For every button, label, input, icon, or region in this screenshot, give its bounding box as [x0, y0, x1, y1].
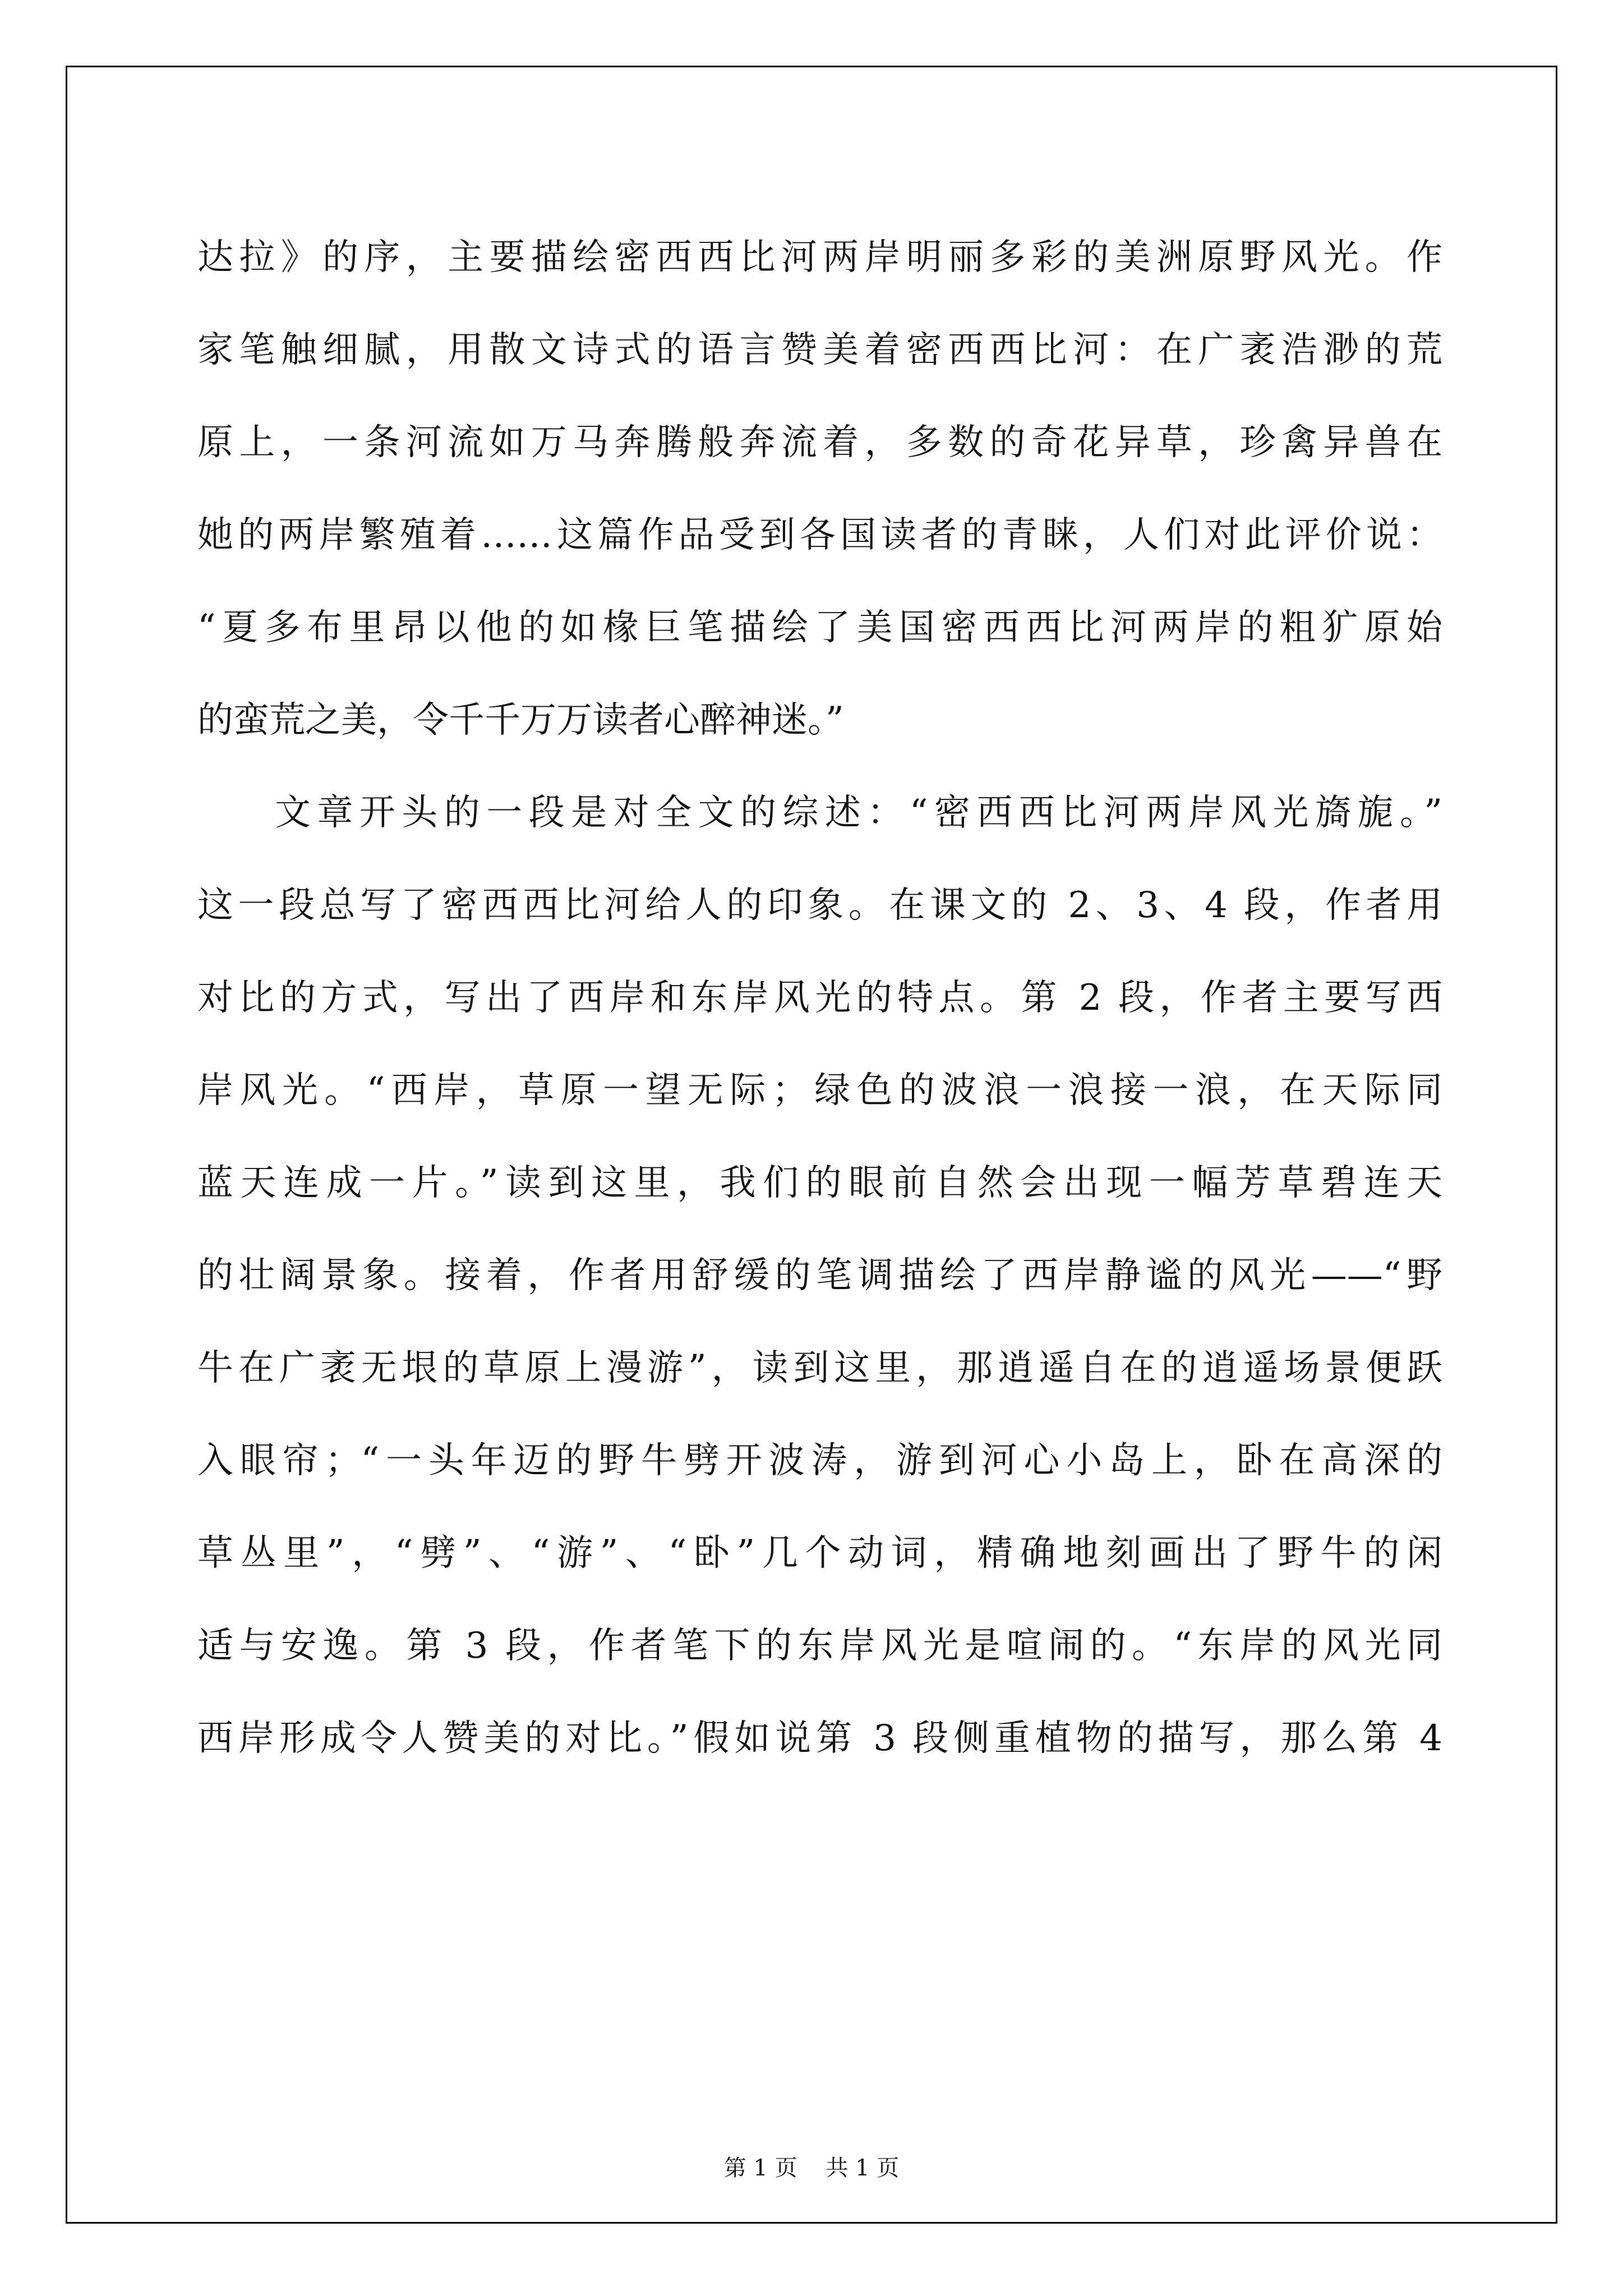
text-line: 家笔触细腻，用散文诗式的语言赞美着密西西比河：在广袤浩渺的荒: [197, 329, 1442, 371]
text-line: 适与安逸。第 3 段，作者笔下的东岸风光是喧闹的。“东岸的风光同: [197, 1625, 1442, 1667]
text-line: 西岸形成令人赞美的对比。”假如说第 3 段侧重植物的描写，那么第 4: [197, 1718, 1442, 1759]
page-footer: 第 1 页 共 1 页: [723, 2155, 900, 2181]
text-line: 这一段总写了密西西比河给人的印象。在课文的 2、3、4 段，作者用: [197, 885, 1442, 926]
document-body: [197, 211, 1442, 1785]
text-line: 文章开头的一段是对全文的综述：“密西西比河两岸风光旖旎。”: [275, 792, 1442, 834]
text-line: 达拉》的序，主要描绘密西西比河两岸明丽多彩的美洲原野风光。作: [197, 237, 1442, 278]
text-line: “夏多布里昂以他的如椽巨笔描绘了美国密西西比河两岸的粗犷原始: [197, 607, 1442, 648]
text-line: 的蛮荒之美，令千千万万读者心醉神迷。”: [197, 700, 844, 741]
text-line: 她的两岸繁殖着……这篇作品受到各国读者的青睐，人们对此评价说：: [197, 514, 1442, 556]
text-line: 草丛里”，“劈”、“游”、“卧”几个动词，精确地刻画出了野牛的闲: [197, 1533, 1442, 1574]
text-line: 蓝天连成一片。”读到这里，我们的眼前自然会出现一幅芳草碧连天: [197, 1162, 1442, 1204]
text-line: 的壮阔景象。接着，作者用舒缓的笔调描绘了西岸静谧的风光——“野: [197, 1255, 1442, 1296]
text-line: 牛在广袤无垠的草原上漫游”，读到这里，那逍遥自在的逍遥场景便跃: [197, 1347, 1442, 1389]
text-line: 对比的方式，写出了西岸和东岸风光的特点。第 2 段，作者主要写西: [197, 977, 1442, 1019]
text-line: 入眼帘；“一头年迈的野牛劈开波涛，游到河心小岛上，卧在高深的: [197, 1440, 1442, 1481]
text-line: 原上，一条河流如万马奔腾般奔流着，多数的奇花异草，珍禽异兽在: [197, 422, 1442, 463]
text-line: 岸风光。“西岸，草原一望无际；绿色的波浪一浪接一浪，在天际同: [197, 1070, 1442, 1111]
